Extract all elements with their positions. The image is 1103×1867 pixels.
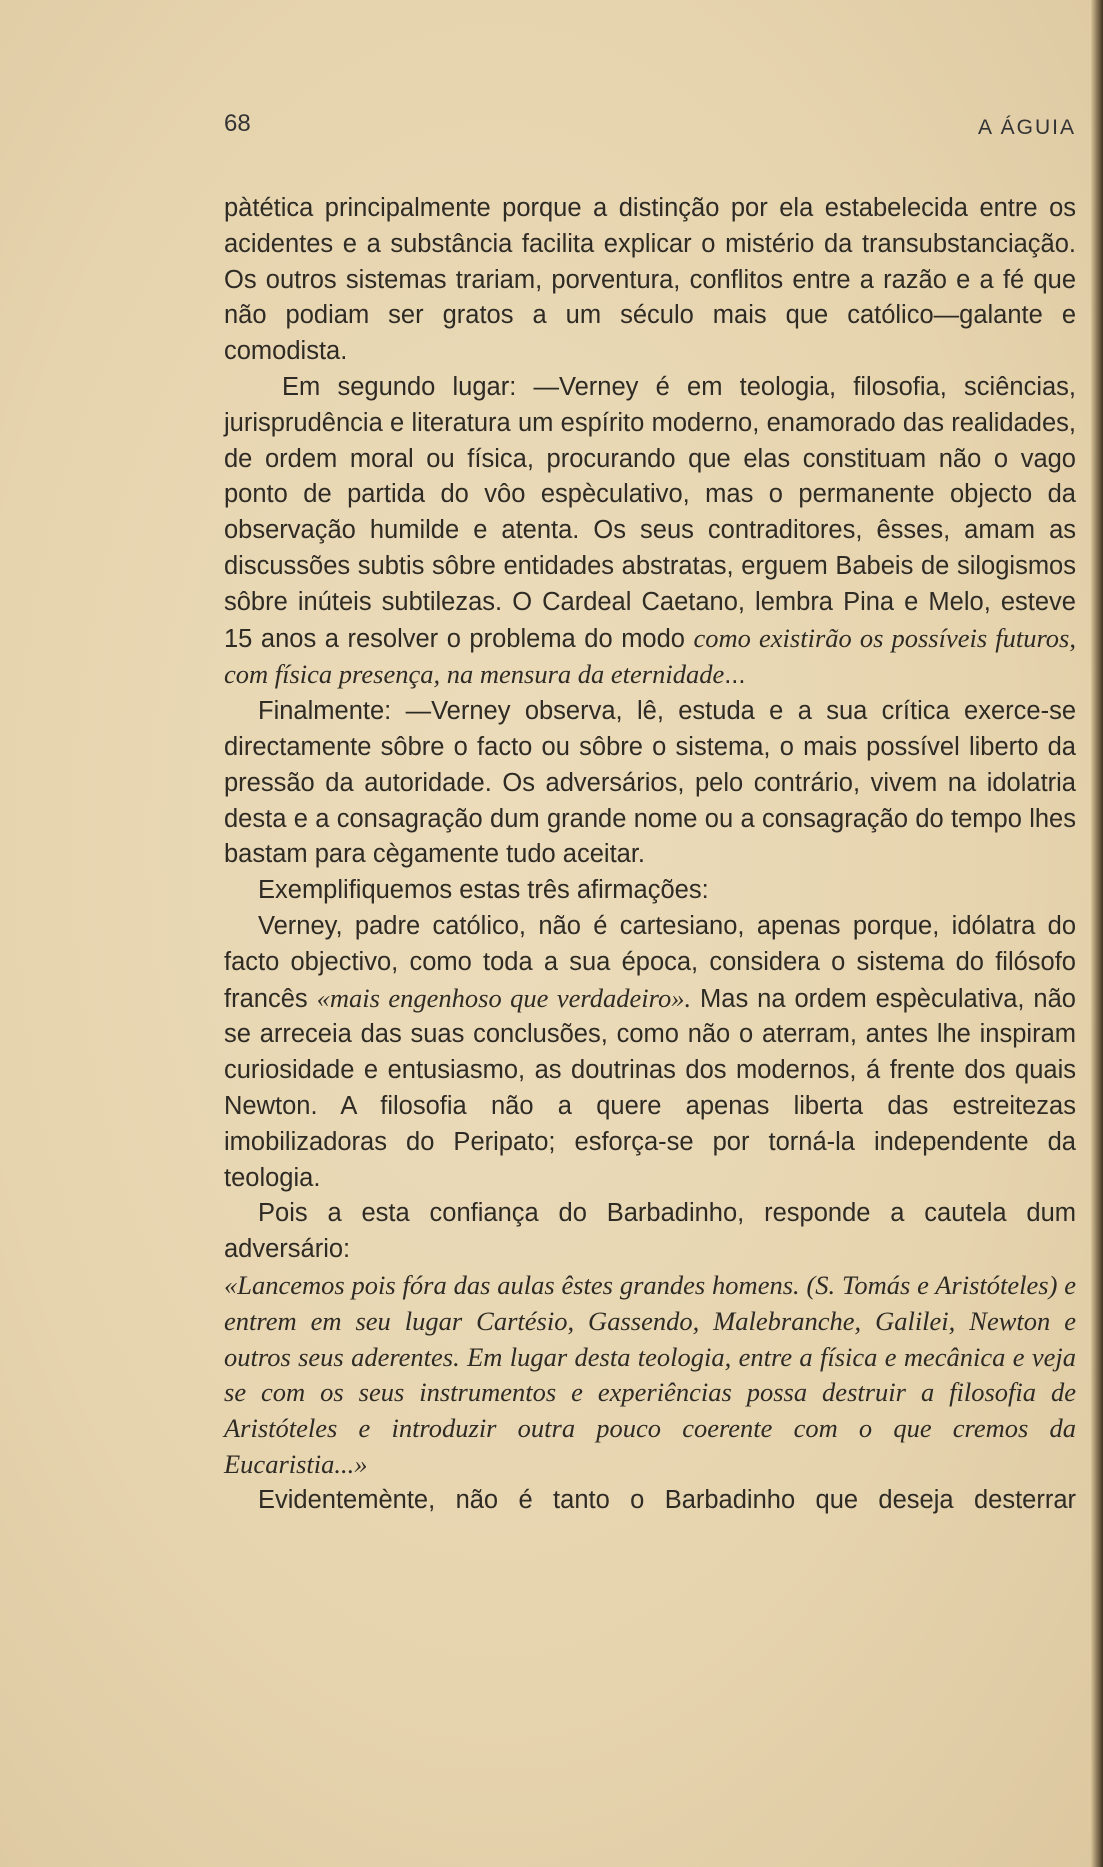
- paragraph-2: [224, 370, 1076, 694]
- paragraph-5-italic: «mais engenhoso que verdadeiro».: [316, 982, 692, 1013]
- paragraph-3: Finalmente: —Verney observa, lê, estuda e a sua crítica exerce-se directamente sôbre o facto ou sôbre o sistema, o mais possível liberto da pressão da autoridade. Os adversários, pelo contrário, vivem na idolatria desta e a consagração dum grande nome ou a consagração do tempo lhes bastam para cègamente tudo aceitar.: [224, 697, 1076, 869]
- page-header: [224, 110, 1076, 146]
- paragraph-2-ellipsis: ...: [724, 661, 746, 690]
- paragraph-2-text: Em segundo lugar: —Verney é em teologia, filosofia, sciências, jurisprudência e literatura um espírito moderno, enamorado das realidades, de ordem moral ou física, procurando que elas constituam não o vago ponto de partida do vôo espèculativo, mas o permanente objecto da observação humilde e atenta. Os seus contraditores, êsses, amam as discussões subtis sôbre entidades abstratas, erguem Babeis de silogismos sôbre inúteis subtilezas. O Cardeal Caetano, lembra Pina e Melo, esteve 15 anos a resolver o problema do modo: [224, 372, 1076, 653]
- paragraph-4: Exemplifiquemos estas três afirmações:: [258, 876, 709, 905]
- paragraph-6: Pois a esta confiança do Barbadinho, responde a cautela dum adversário:: [224, 1199, 1076, 1264]
- book-spine-edge: [1091, 0, 1103, 1867]
- page-body: [224, 191, 1076, 1518]
- paragraph-5: [224, 909, 1076, 1196]
- paragraph-5-text-b: Mas na ordem espèculativa, não se arreceia das suas conclusões, como não o aterram, antes lhe inspiram curiosidade e entusiasmo, as doutrinas dos modernos, á frente dos quais Newton. A filosofia não a quere apenas liberta das estreitezas imobilizadoras do Peripato; esforça-se por torná-la independente da teologia.: [224, 984, 1076, 1192]
- paragraph-1: pàtética principalmente porque a distinção por ela estabelecida entre os acidentes e a substância facilita explicar o mistério da transubstanciação. Os outros sistemas trariam, porventura, conflitos entre a razão e a fé que não podiam ser gratos a um século mais que católico—galante e comodista.: [224, 194, 1076, 366]
- running-title: A ÁGUIA: [977, 116, 1076, 139]
- paragraph-7: Evidentemènte, não é tanto o Barbadinho que deseja desterrar: [258, 1485, 1076, 1514]
- block-quote: «Lancemos pois fóra das aulas êstes grandes homens. (S. Tomás e Aristóteles) e entrem em seu lugar Cartésio, Gassendo, Malebranche, Galilei, Newton e outros seus aderentes. Em lugar desta teologia, entre a física e mecânica e veja se com os seus instrumentos e experiências possa destruir a filosofia de Aristóteles e introduzir outra pouco coerente com o que cremos da Eucaristia...»: [224, 1269, 1076, 1479]
- page-number: 68: [224, 110, 251, 137]
- paragraph-5-text-a: Verney, padre católico, não é cartesiano, apenas porque, idólatra do facto objectivo, como toda a sua época, considera o sistema do filósofo francês: [224, 911, 1076, 1013]
- paragraph-2-italic: como existirão os possíveis futuros, com física presença, na mensura da eternidade: [224, 622, 1076, 690]
